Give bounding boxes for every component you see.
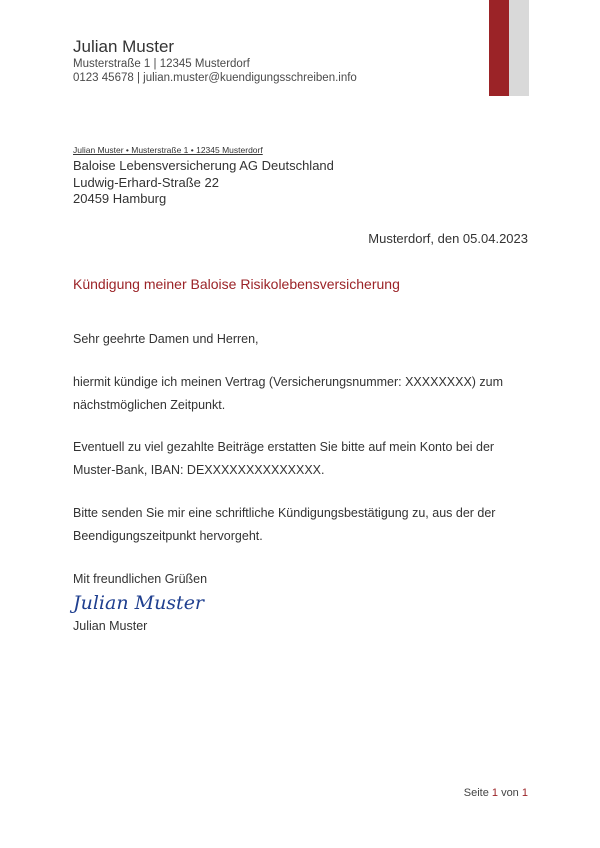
body-paragraph-confirmation: Bitte senden Sie mir eine schriftliche Kündigungsbestätigung zu, aus der der Beendigungszeitpunkt hervorgeht. bbox=[73, 506, 496, 543]
page-label: Seite bbox=[463, 787, 489, 799]
total-page-count: 1 bbox=[521, 787, 528, 799]
closing: Mit freundlichen Grüßen bbox=[73, 572, 208, 586]
sender-address: Musterstraße 1 | 12345 Musterdorf bbox=[73, 58, 250, 70]
recipient-company: Baloise Lebensversicherung AG Deutschland bbox=[73, 158, 334, 173]
salutation: Sehr geehrte Damen und Herren, bbox=[73, 332, 259, 346]
letter-subject: Kündigung meiner Baloise Risikolebensversicherung bbox=[73, 276, 400, 292]
page-separator: von bbox=[501, 787, 519, 799]
date-line: Musterdorf, den 05.04.2023 bbox=[368, 231, 528, 246]
signed-name: Julian Muster bbox=[73, 619, 148, 633]
recipient-street: Ludwig-Erhard-Straße 22 bbox=[73, 175, 219, 190]
decorative-bar-red bbox=[489, 0, 509, 96]
body-paragraph-termination: hiermit kündige ich meinen Vertrag (Versicherungsnummer: XXXXXXXX) zum nächstmöglichen Zeitpunkt. bbox=[73, 375, 504, 412]
current-page-number: 1 bbox=[491, 787, 498, 799]
sender-name: Julian Muster bbox=[73, 37, 175, 56]
body-paragraph-refund: Eventuell zu viel gezahlte Beiträge erstatten Sie bitte auf mein Konto bei der Muster-Bank, IBAN: DEXXXXXXXXXXXXXX. bbox=[73, 440, 495, 477]
sender-contact: 0123 45678 | julian.muster@kuendigungsschreiben.info bbox=[73, 72, 357, 84]
return-address-line: Julian Muster • Musterstraße 1 • 12345 Musterdorf bbox=[73, 145, 263, 155]
decorative-bar-grey bbox=[509, 0, 529, 96]
page-number-footer bbox=[464, 787, 528, 799]
recipient-city: 20459 Hamburg bbox=[73, 191, 167, 206]
handwritten-signature: Julian Muster bbox=[73, 592, 205, 614]
